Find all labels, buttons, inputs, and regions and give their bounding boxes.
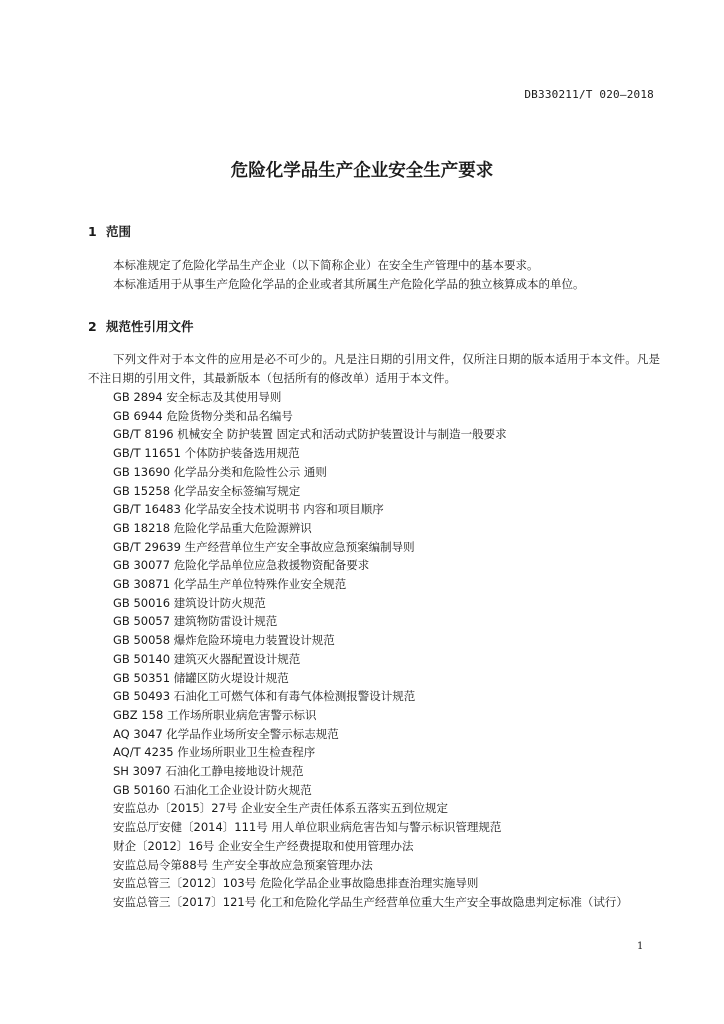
reference-item: AQ/T 4235 作业场所职业卫生检查程序 bbox=[113, 745, 316, 760]
reference-item: GB/T 11651 个体防护装备选用规范 bbox=[113, 446, 300, 461]
reference-item: GB 30077 危险化学品单位应急救援物资配备要求 bbox=[113, 558, 370, 573]
reference-item: SH 3097 石油化工静电接地设计规范 bbox=[113, 764, 304, 779]
reference-item: GB 15258 化学品安全标签编写规定 bbox=[113, 483, 301, 498]
reference-item: GB 50351 储罐区防火堤设计规范 bbox=[113, 670, 289, 685]
reference-item: GB/T 29639 生产经营单位生产安全事故应急预案编制导则 bbox=[113, 539, 415, 554]
reference-item: GB 50160 石油化工企业设计防火规范 bbox=[113, 782, 312, 797]
reference-item: GB 50057 建筑物防雷设计规范 bbox=[113, 614, 278, 629]
reference-item: 安监总办〔2015〕27号 企业安全生产责任体系五落实五到位规定 bbox=[113, 801, 449, 816]
reference-item: GB 18218 危险化学品重大危险源辨识 bbox=[113, 520, 312, 535]
section-heading-scope bbox=[88, 222, 131, 240]
reference-item: GB/T 16483 化学品安全技术说明书 内容和项目顺序 bbox=[113, 502, 384, 517]
section-title: 规范性引用文件 bbox=[106, 319, 194, 334]
reference-item: 安监总局令第88号 生产安全事故应急预案管理办法 bbox=[113, 857, 373, 872]
section-title: 范围 bbox=[106, 224, 132, 239]
reference-item: 财企〔2012〕16号 企业安全生产经费提取和使用管理办法 bbox=[113, 838, 414, 853]
reference-item: GB 50493 石油化工可燃气体和有毒气体检测报警设计规范 bbox=[113, 689, 416, 704]
document-code: DB330211/T 020—2018 bbox=[524, 88, 654, 101]
reference-item: 安监总厅安健〔2014〕111号 用人单位职业病危害告知与警示标识管理规范 bbox=[113, 820, 502, 835]
reference-item: GB 2894 安全标志及其使用导则 bbox=[113, 390, 282, 404]
reference-item: GB 13690 化学品分类和危险性公示 通则 bbox=[113, 464, 327, 479]
reference-item: 安监总管三〔2017〕121号 化工和危险化学品生产经营单位重大生产安全事故隐患判定标准（试行） bbox=[113, 894, 628, 909]
reference-item: 安监总管三〔2012〕103号 危险化学品企业事故隐患排查治理实施导则 bbox=[113, 876, 479, 891]
reference-item: GB 30871 化学品生产单位特殊作业安全规范 bbox=[113, 577, 347, 592]
document-title: 危险化学品生产企业安全生产要求 bbox=[230, 161, 494, 181]
scope-paragraph-1: 本标准规定了危险化学品生产企业（以下简称企业）在安全生产管理中的基本要求。 bbox=[113, 258, 539, 272]
references-intro: 下列文件对于本文件的应用是必不可少的。凡是注日期的引用文件，仅所注日期的版本适用于本文件。凡是不注日期的引用文件，其最新版本（包括所有的修改单）适用于本文件。 bbox=[88, 352, 660, 385]
scope-paragraph-2: 本标准适用于从事生产危险化学品的企业或者其所属生产危险化学品的独立核算成本的单位。 bbox=[113, 277, 585, 291]
reference-item: GB 6944 危险货物分类和品名编号 bbox=[113, 408, 293, 423]
reference-list bbox=[113, 388, 628, 912]
reference-item: AQ 3047 化学品作业场所安全警示标志规范 bbox=[113, 726, 339, 741]
section-heading-normative-references bbox=[88, 317, 194, 335]
reference-item: GB 50016 建筑设计防火规范 bbox=[113, 595, 266, 610]
page-number: 1 bbox=[637, 941, 644, 952]
reference-item: GBZ 158 工作场所职业病危害警示标识 bbox=[113, 707, 317, 722]
reference-item: GB 50058 爆炸危险环境电力装置设计规范 bbox=[113, 633, 335, 648]
reference-item: GB 50140 建筑灭火器配置设计规范 bbox=[113, 651, 301, 666]
section-number: 1 bbox=[88, 224, 97, 239]
section-number: 2 bbox=[88, 319, 97, 334]
reference-item: GB/T 8196 机械安全 防护装置 固定式和活动式防护装置设计与制造一般要求 bbox=[113, 427, 507, 442]
